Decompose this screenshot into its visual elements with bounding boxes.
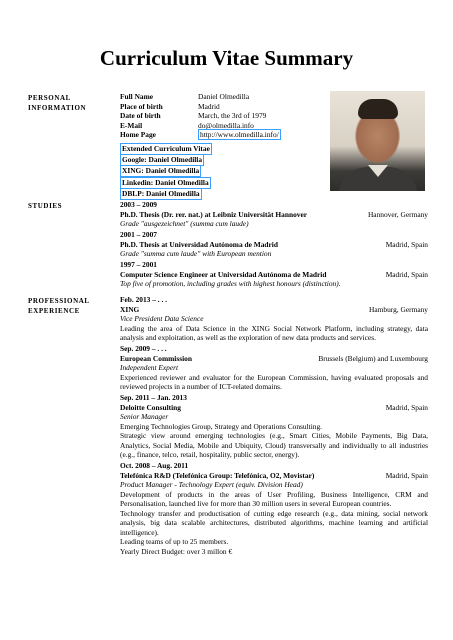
- entry-date: Feb. 2013 – . . .: [120, 295, 168, 304]
- entry-title: European Commission: [120, 353, 192, 363]
- entry-location: Hannover, Germany: [367, 209, 428, 219]
- entry-description: Technology transfer and productisation of cutting edge research (e.g., data mining, social network analysis, big data scalable architectures, distributed algorithms, machine learning and artificial intelligence).: [120, 508, 428, 537]
- studies-list: [120, 200, 428, 290]
- entry-note: Grade "ausgezeichnet" (summa cum laude): [120, 219, 249, 228]
- field-value: March, the 3rd of 1979: [198, 111, 267, 120]
- entry-location: Madrid, Spain: [385, 402, 428, 412]
- entry-description: Yearly Direct Budget: over 3 millon €: [120, 546, 233, 556]
- profile-links: [120, 143, 212, 199]
- experience-entry: [120, 461, 428, 556]
- experience-entry: [120, 295, 428, 343]
- entry-role: Product Manager - Technology Expert (equiv. Division Head): [120, 480, 303, 489]
- profile-photo: [330, 91, 425, 191]
- entry-date: Sep. 2011 – Jan. 2013: [120, 393, 187, 402]
- entry-title: Ph.D. Thesis at Universidad Autónoma de Madrid: [120, 239, 278, 249]
- homepage-link[interactable]: http://www.olmedilla.info/: [200, 130, 279, 139]
- study-entry: [120, 230, 428, 259]
- field-key: Full Name: [120, 92, 154, 101]
- entry-location: Madrid, Spain: [385, 239, 428, 249]
- entry-role: Senior Manager: [120, 412, 169, 421]
- entry-location: Madrid, Spain: [385, 269, 428, 279]
- study-entry: [120, 260, 428, 289]
- email-link[interactable]: do@olmedilla.info: [198, 120, 254, 130]
- link-google[interactable]: Google: Daniel Olmedilla: [122, 155, 203, 165]
- entry-description: Experienced reviewer and evaluator for the European Commission, having evaluated proposals and reviewed projects in a number of ICT-related domains.: [120, 372, 428, 391]
- link-dblp[interactable]: DBLP: Daniel Olmedilla: [122, 188, 200, 198]
- field-row: [120, 102, 330, 112]
- entry-location: Hamburg, Germany: [369, 304, 428, 314]
- link-extended-cv[interactable]: Extended Curriculum Vitae: [122, 144, 210, 153]
- field-key: Place of birth: [120, 101, 163, 111]
- entry-location: Madrid, Spain: [385, 470, 428, 480]
- entry-description: Development of products in the areas of User Profiling, Business Intelligence, CRM and Personalisation, launched live for more than 30 million users in several European countries.: [120, 489, 428, 508]
- entry-role: Vice President Data Science: [120, 314, 204, 323]
- field-value: Daniel Olmedilla: [198, 92, 250, 101]
- section-label-studies: STUDIES: [28, 202, 63, 210]
- entry-description: Strategic view around emerging technologies (e.g., Smart Cities, Mobile Payments, Big Data, Analytics, Social Media, Mobile and Ubiquity, Cloud) transversally and individually to all industries (e.g., finance, telco, retail, hospitality, public sector, energy).: [120, 431, 428, 459]
- entry-date: 1997 – 2001: [120, 260, 157, 269]
- field-row: [120, 130, 330, 140]
- field-row: [120, 111, 330, 121]
- photo-hair: [358, 99, 398, 119]
- entry-note: Grade "summa cum laude" with European mention: [120, 249, 272, 258]
- entry-description: Leading teams of up to 25 members.: [120, 537, 229, 546]
- field-key: E-Mail: [120, 120, 143, 130]
- section-label-experience: PROFESSIONAL EXPERIENCE: [28, 297, 90, 315]
- entry-date: Oct. 2008 – Aug. 2011: [120, 461, 189, 470]
- page-title: Curriculum Vitae Summary: [99, 46, 354, 70]
- study-entry: [120, 200, 428, 229]
- entry-note: Top five of promotion, including grades with highest honours (distinction).: [120, 279, 341, 288]
- field-value: Madrid: [198, 101, 220, 111]
- entry-role: Independent Expert: [120, 363, 179, 372]
- entry-title: Computer Science Engineer at Universidad Autónoma de Madrid: [120, 269, 327, 279]
- experience-entry: [120, 393, 428, 460]
- entry-title: Ph.D. Thesis (Dr. rer. nat.) at Leibniz Universität Hannover: [120, 209, 308, 219]
- experience-list: [120, 295, 428, 558]
- entry-date: Sep. 2009 – . . .: [120, 344, 167, 353]
- entry-title: XING: [120, 304, 140, 314]
- link-xing[interactable]: XING: Daniel Olmedilla: [122, 166, 200, 176]
- entry-title: Telefónica R&D (Telefónica Group: Telefónica, O2, Movistar): [120, 470, 315, 480]
- personal-fields: [120, 92, 330, 140]
- entry-description: Leading the area of Data Science in the XING Social Network Platform, including strategy, data analysis and exploitation, as well as the exploration of new data products and services.: [120, 323, 428, 342]
- experience-entry: [120, 344, 428, 392]
- link-linkedin[interactable]: Linkedin: Daniel Olmedilla: [122, 177, 209, 187]
- entry-date: 2001 – 2007: [120, 230, 157, 239]
- entry-description: Emerging Technologies Group, Strategy and Operations Consulting.: [120, 421, 323, 431]
- field-key: Date of birth: [120, 111, 161, 120]
- field-key: Home Page: [120, 130, 156, 139]
- entry-date: 2003 – 2009: [120, 200, 157, 209]
- section-label-personal: PERSONAL INFORMATION: [28, 94, 87, 112]
- entry-title: Deloitte Consulting: [120, 402, 181, 412]
- field-row: [120, 92, 330, 102]
- entry-location: Brussels (Belgium) and Luxembourg: [318, 353, 428, 363]
